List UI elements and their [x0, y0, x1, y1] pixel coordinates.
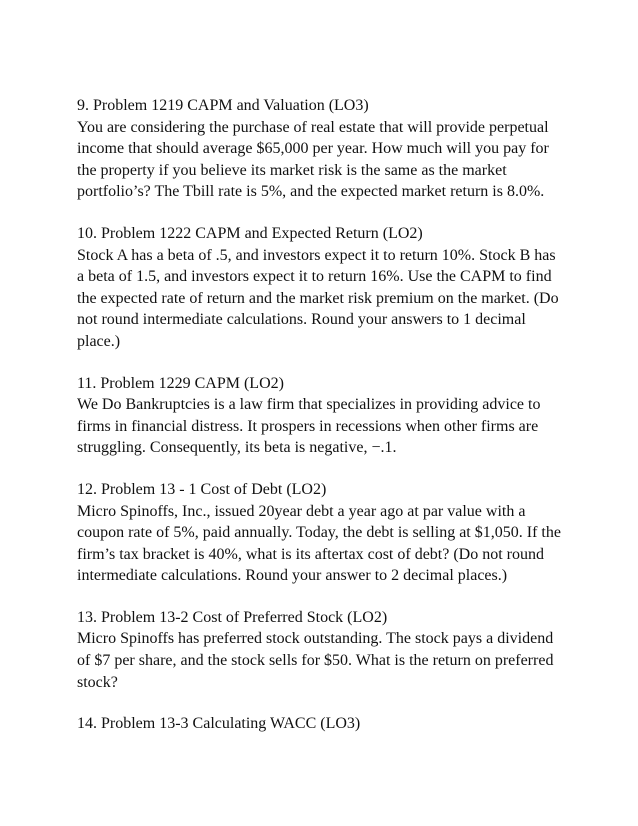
problem-title: 10. Problem 1222 CAPM and Expected Return (LO2) — [77, 224, 423, 242]
problem-title: 11. Problem 1229 CAPM (LO2) — [77, 374, 284, 392]
problem-11 — [77, 373, 565, 459]
problem-10 — [77, 223, 565, 353]
problem-12 — [77, 479, 565, 587]
problem-text: You are considering the purchase of real estate that will provide perpetual income that should average $65,000 per year. How much will you pay for the property if you believe its market risk is the same as the market portfolio’s? The Tbill rate is 5%, and the expected market return is 8.0%. — [77, 118, 549, 201]
problem-text: Micro Spinoffs, Inc., issued 20year debt a year ago at par value with a coupon rate of 5%, paid annually. Today, the debt is selling at $1,050. If the firm’s tax bracket is 40%, what is its aftertax cost of debt? (Do not round intermediate calculations. Round your answer to 2 decimal places.) — [77, 502, 561, 585]
document-page — [77, 95, 565, 755]
problem-title: 9. Problem 1219 CAPM and Valuation (LO3) — [77, 97, 369, 114]
problem-9 — [77, 95, 565, 203]
problem-13 — [77, 607, 565, 693]
problem-text: Stock A has a beta of .5, and investors expect it to return 10%. Stock B has a beta of 1.5, and investors expect it to return 16%. Use the CAPM to find the expected rate of return and the market risk premium on the market. (Do not round intermediate calculations. Round your answers to 1 decimal place.) — [77, 246, 559, 350]
problem-title: 13. Problem 13-2 Cost of Preferred Stock (LO2) — [77, 608, 388, 626]
problem-text: Micro Spinoffs has preferred stock outstanding. The stock pays a dividend of $7 per share, and the stock sells for $50. What is the return on preferred stock? — [77, 630, 554, 691]
problem-title: 12. Problem 13 - 1 Cost of Debt (LO2) — [77, 480, 327, 498]
problem-14 — [77, 713, 565, 735]
problem-title: 14. Problem 13-3 Calculating WACC (LO3) — [77, 715, 361, 733]
problem-text: We Do Bankruptcies is a law firm that specializes in providing advice to firms in financial distress. It prospers in recessions when other firms are struggling. Consequently, its beta is negative, −.1. — [77, 396, 541, 457]
